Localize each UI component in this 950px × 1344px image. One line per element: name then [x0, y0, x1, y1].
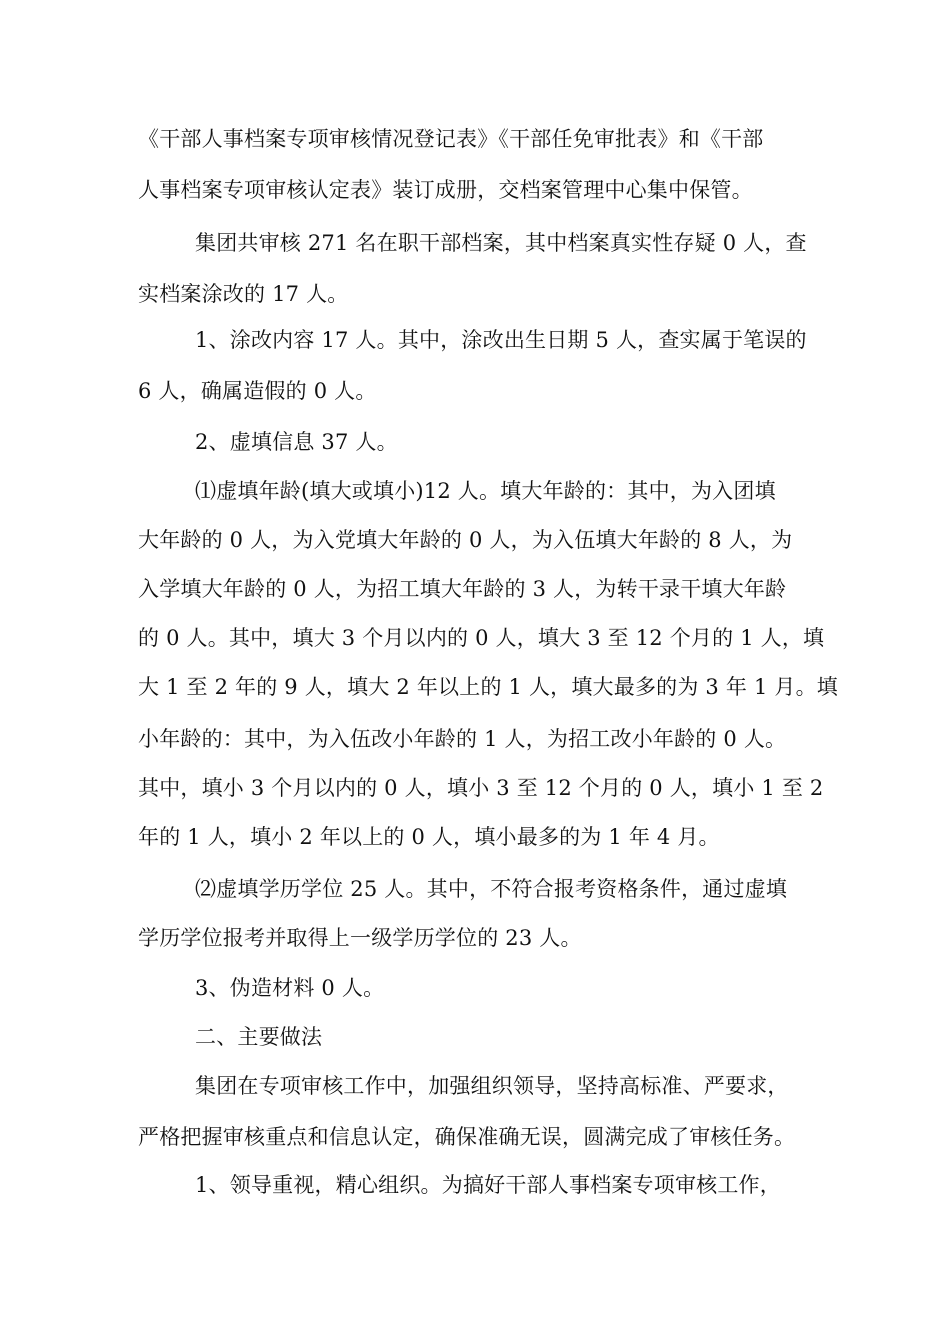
text-line-12: 大 1 至 2 年的 9 人，填大 2 年以上的 1 人，填大最多的为 3 年 1 月。填 — [138, 675, 838, 699]
text-line-9: 大年龄的 0 人，为入党填大年龄的 0 人，为入伍填大年龄的 8 人，为 — [138, 528, 793, 552]
text-line-21: 严格把握审核重点和信息认定，确保准确无误，圆满完成了审核任务。 — [138, 1125, 796, 1149]
text-line-8: ⑴虚填年龄(填大或填小)12 人。填大年龄的：其中，为入团填 — [195, 479, 776, 503]
text-line-16: ⑵虚填学历学位 25 人。其中，不符合报考资格条件，通过虚填 — [195, 877, 788, 901]
text-line-6: 6 人，确属造假的 0 人。 — [138, 379, 377, 403]
text-line-4: 实档案涂改的 17 人。 — [138, 282, 349, 306]
text-line-2: 人事档案专项审核认定表》装订成册，交档案管理中心集中保管。 — [138, 178, 753, 202]
text-line-18: 3、伪造材料 0 人。 — [195, 976, 385, 1000]
text-line-5: 1、涂改内容 17 人。其中，涂改出生日期 5 人，查实属于笔误的 — [195, 328, 807, 352]
text-line-7: 2、虚填信息 37 人。 — [195, 430, 398, 454]
text-line-15: 年的 1 人，填小 2 年以上的 0 人，填小最多的为 1 年 4 月。 — [138, 825, 720, 849]
section-heading: 二、主要做法 — [195, 1025, 323, 1049]
text-line-17: 学历学位报考并取得上一级学历学位的 23 人。 — [138, 926, 582, 950]
text-line-13: 小年龄的：其中，为入伍改小年龄的 1 人，为招工改小年龄的 0 人。 — [138, 727, 787, 751]
text-line-1: 《干部人事档案专项审核情况登记表》《干部任免审批表》和《干部 — [138, 127, 764, 151]
text-line-22: 1、领导重视，精心组织。为搞好干部人事档案专项审核工作， — [195, 1173, 781, 1197]
text-line-10: 入学填大年龄的 0 人，为招工填大年龄的 3 人，为转干录干填大年龄 — [138, 577, 787, 601]
text-line-11: 的 0 人。其中，填大 3 个月以内的 0 人，填大 3 至 12 个月的 1 人，填 — [138, 626, 825, 650]
text-line-3: 集团共审核 271 名在职干部档案，其中档案真实性存疑 0 人，查 — [195, 231, 807, 255]
text-line-20: 集团在专项审核工作中，加强组织领导，坚持高标准、严要求， — [195, 1074, 789, 1098]
text-line-14: 其中，填小 3 个月以内的 0 人，填小 3 至 12 个月的 0 人，填小 1 至 2 — [138, 776, 824, 800]
